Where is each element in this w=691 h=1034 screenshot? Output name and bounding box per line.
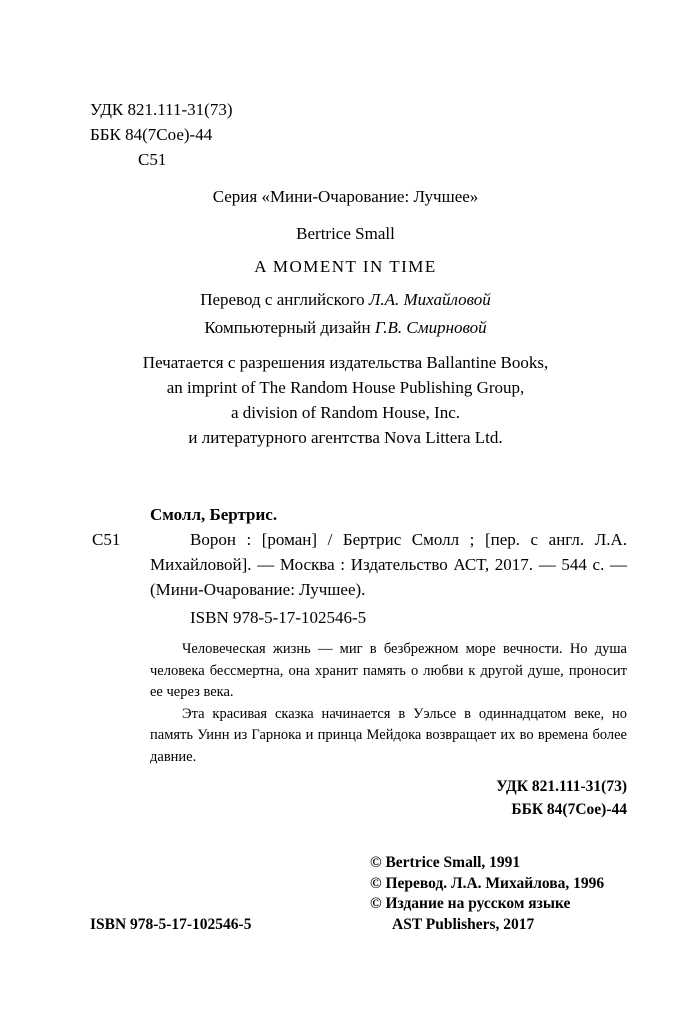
series-line: Серия «Мини-Очарование: Лучшее»	[212, 187, 479, 206]
isbn-footer: ISBN 978-5-17-102546-5	[90, 915, 252, 933]
translation-credit-prefix: Перевод с английского	[200, 290, 365, 309]
author-name: Bertrice Small	[296, 224, 395, 243]
design-credit	[0, 315, 691, 340]
copyright-line-edition: © Издание на русском языке	[370, 895, 571, 912]
catalog-code: С51	[92, 530, 121, 549]
catalog-entry-block	[90, 527, 627, 602]
design-credit-prefix: Компьютерный дизайн	[204, 318, 371, 337]
copyright-block	[370, 853, 627, 935]
designer-name: Г.В. Смирновой	[374, 318, 487, 337]
permission-block	[0, 350, 691, 450]
copyright-line-publisher: AST Publishers, 2017	[392, 915, 535, 933]
copyright-line-original: © Bertrice Small, 1991	[370, 854, 521, 871]
annotation-block	[150, 639, 627, 768]
permission-line-3: a division of Random House, Inc.	[231, 403, 460, 422]
classification-codes-top	[90, 97, 627, 172]
copyright-line-translation: © Перевод. Л.А. Михайлова, 1996	[370, 874, 605, 892]
annotation-paragraph-1: Человеческая жизнь — миг в безбрежном море вечности. Но душа человека бессмертна, она хранит память о любви к другой душе, проносит ее через века.	[150, 641, 627, 700]
catalog-section	[90, 502, 627, 935]
translation-credit	[0, 287, 691, 312]
classification-codes-right	[90, 776, 627, 821]
permission-line-1: Печатается с разрешения издательства Ballantine Books,	[142, 353, 549, 372]
bbk-code-right: ББК 84(7Сое)-44	[511, 800, 627, 818]
bbk-code-top: ББК 84(7Сое)-44	[90, 125, 213, 144]
catalog-author: Смолл, Бертрис.	[150, 505, 278, 524]
udk-code-top: УДК 821.111-31(73)	[90, 100, 233, 119]
permission-line-2: an imprint of The Random House Publishing Group,	[166, 378, 525, 397]
udk-code-right: УДК 821.111-31(73)	[496, 778, 627, 795]
author-sign-code-top: С51	[138, 150, 167, 169]
book-title: A MOMENT IN TIME	[254, 257, 437, 276]
permission-line-4: и литературного агентства Nova Littera Ltd.	[188, 428, 503, 447]
isbn-catalog: ISBN 978-5-17-102546-5	[190, 608, 367, 627]
annotation-paragraph-2: Эта красивая сказка начинается в Уэльсе в одиннадцатом веке, но память Уинн из Гарнока и принца Мейдока возвращает их во времена более давние.	[150, 705, 627, 765]
translator-name: Л.А. Михайловой	[368, 290, 491, 309]
copyright-footer	[90, 853, 627, 935]
catalog-entry-text: Ворон : [роман] / Бертрис Смолл ; [пер. с англ. Л.А. Михайловой]. — Москва : Издательство АСТ, 2017. — 544 с. — (Мини-Очарование: Лучшее).	[150, 530, 627, 599]
